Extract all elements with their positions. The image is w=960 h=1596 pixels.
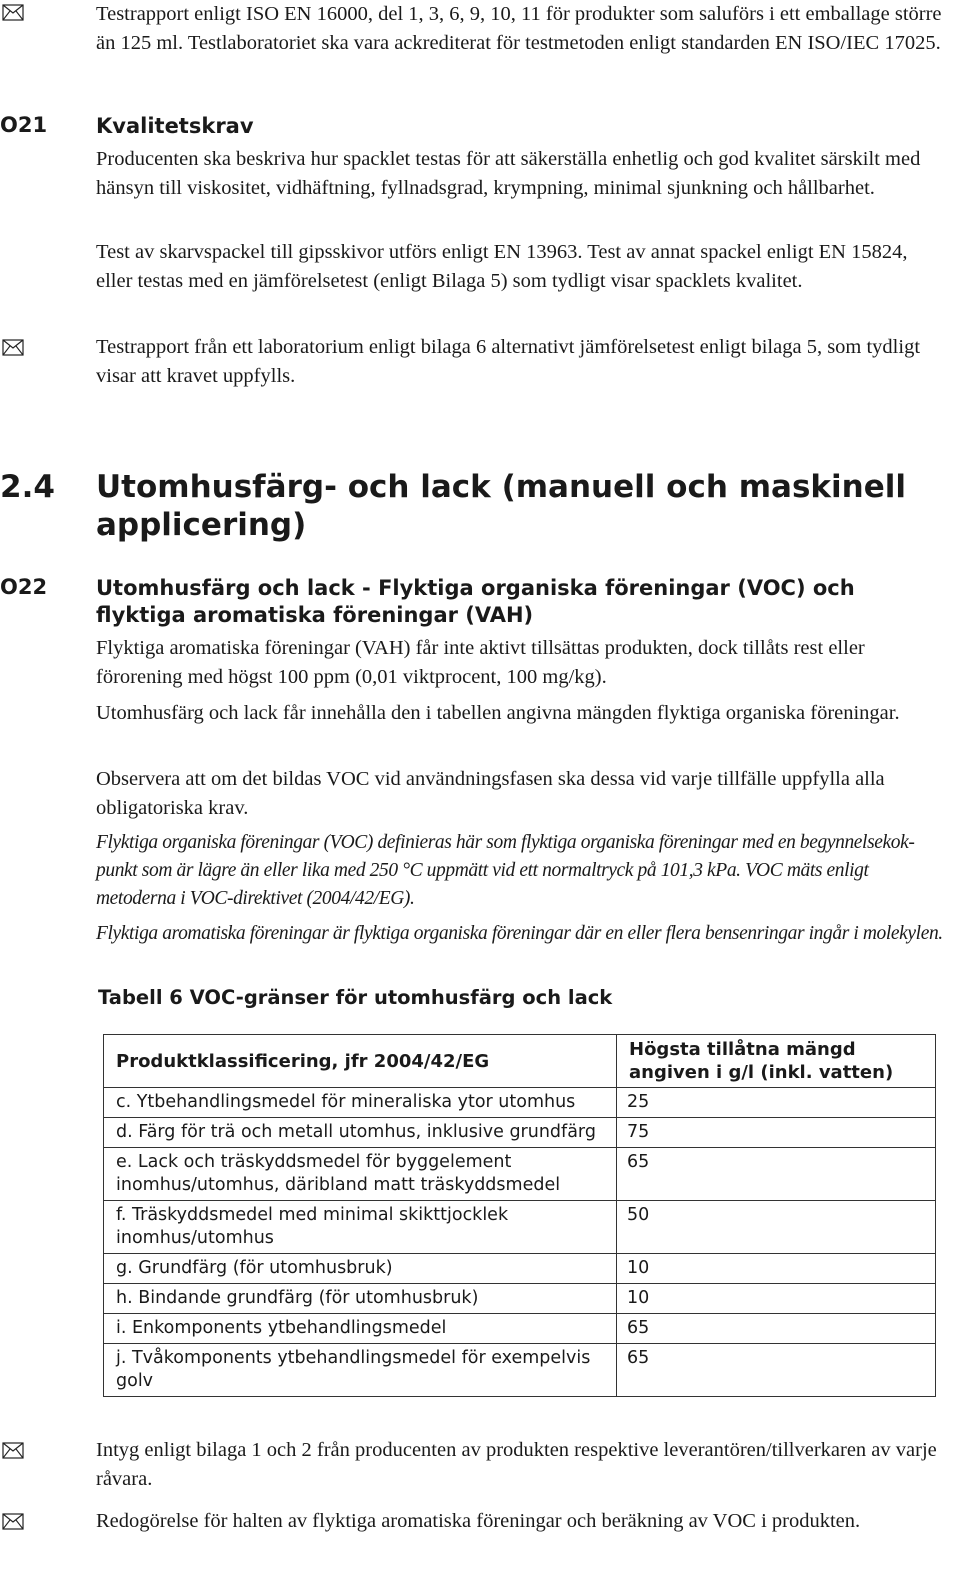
paragraph: Observera att om det bildas VOC vid användningsfasen ska dessa vid varje tillfälle uppfylla alla obligatoriska krav. bbox=[96, 768, 885, 819]
table-row bbox=[104, 1148, 936, 1201]
requirement-title: Utomhusfärg och lack - Flyktiga organiska föreningar (VOC) och flyktiga aromatiska föreningar (VAH) bbox=[96, 576, 855, 627]
table-header-row bbox=[104, 1035, 936, 1088]
table-cell: 50 bbox=[617, 1201, 936, 1254]
paragraph: Flyktiga aromatiska föreningar (VAH) får inte aktivt tillsättas produkten, dock tillåts rest eller förorening med högst 100 ppm (0,01 viktprocent, 100 mg/kg). bbox=[96, 637, 865, 688]
table-cell: 65 bbox=[617, 1344, 936, 1397]
table-cell: 10 bbox=[617, 1284, 936, 1314]
paragraph: Producenten ska beskriva hur spacklet testas för att säkerställa enhetlig och god kvalitet särskilt med hänsyn till viskositet, vidhäftning, fyllnadsgrad, krympning, minimal sjunkning och hållbarhet. bbox=[96, 148, 921, 199]
table-row bbox=[104, 1118, 936, 1148]
verification-text: Intyg enligt bilaga 1 och 2 från producenten av produkten respektive leverantören/tillverkaren av varje råvara. bbox=[96, 1439, 937, 1490]
table-row bbox=[104, 1201, 936, 1254]
table-cell: 10 bbox=[617, 1254, 936, 1284]
checkmark-envelope-icon bbox=[2, 1442, 24, 1460]
table-row bbox=[104, 1088, 936, 1118]
table-cell: 65 bbox=[617, 1314, 936, 1344]
section-number: 2.4 bbox=[0, 469, 55, 505]
verification-text: Testrapport från ett laboratorium enligt bilaga 6 alternativt jämförelsetest enligt bilaga 5, som tydligt visar att kravet uppfylls. bbox=[96, 336, 921, 387]
verification-text: Redogörelse för halten av flyktiga aromatiska föreningar och beräkning av VOC i produkten. bbox=[96, 1510, 861, 1532]
definition-note: Flyktiga aromatiska föreningar är flyktiga organiska föreningar där en eller flera bensenringar ingår i molekylen. bbox=[96, 923, 943, 944]
requirement-code: O22 bbox=[0, 575, 48, 599]
definition-note: Flyktiga organiska föreningar (VOC) definieras här som flyktiga organiska föreningar med en begynnelsekok-punkt som är lägre än eller lika med 250 °C uppmätt vid ett normaltryck på 101,3 kPa. VOC mäts enligt metoderna i VOC-direktivet (2004/42/EG). bbox=[96, 832, 915, 909]
table-cell: c. Ytbehandlingsmedel för mineraliska ytor utomhus bbox=[104, 1088, 617, 1118]
table-cell: h. Bindande grundfärg (för utomhusbruk) bbox=[104, 1284, 617, 1314]
table-row bbox=[104, 1344, 936, 1397]
table-cell: g. Grundfärg (för utomhusbruk) bbox=[104, 1254, 617, 1284]
table-cell: 25 bbox=[617, 1088, 936, 1118]
table-row bbox=[104, 1254, 936, 1284]
table-cell: f. Träskyddsmedel med minimal skikttjocklek inomhus/utomhus bbox=[104, 1201, 617, 1254]
table-header-cell: Produktklassificering, jfr 2004/42/EG bbox=[104, 1035, 617, 1088]
table-cell: e. Lack och träskyddsmedel för byggelement inomhus/utomhus, däribland matt träskyddsmedel bbox=[104, 1148, 617, 1201]
table-header-cell: Högsta tillåtna mängd angiven i g/l (inkl. vatten) bbox=[617, 1035, 936, 1088]
table-row bbox=[104, 1314, 936, 1344]
verification-text: Testrapport enligt ISO EN 16000, del 1, 3, 6, 9, 10, 11 för produkter som saluförs i ett emballage större än 125 ml. Testlaboratoriet ska vara ackrediterat för testmetoden enligt standarden EN ISO/IEC 17025. bbox=[96, 3, 942, 54]
section-title: Utomhusfärg- och lack (manuell och maskinell applicering) bbox=[96, 469, 906, 543]
table-cell: d. Färg för trä och metall utomhus, inklusive grundfärg bbox=[104, 1118, 617, 1148]
checkmark-envelope-icon bbox=[2, 4, 24, 22]
voc-limits-table bbox=[103, 1034, 936, 1397]
checkmark-envelope-icon bbox=[2, 339, 24, 357]
table-caption: Tabell 6 VOC-gränser för utomhusfärg och lack bbox=[98, 986, 613, 1009]
paragraph: Test av skarvspackel till gipsskivor utförs enligt EN 13963. Test av annat spackel enligt EN 15824, eller testas med en jämförelsetest (enligt Bilaga 5) som tydligt visar spacklets kvalitet. bbox=[96, 241, 908, 292]
table-cell: i. Enkomponents ytbehandlingsmedel bbox=[104, 1314, 617, 1344]
requirement-title: Kvalitetskrav bbox=[96, 114, 254, 138]
table-cell: 75 bbox=[617, 1118, 936, 1148]
table-row bbox=[104, 1284, 936, 1314]
table-cell: 65 bbox=[617, 1148, 936, 1201]
paragraph: Utomhusfärg och lack får innehålla den i tabellen angivna mängden flyktiga organiska föreningar. bbox=[96, 702, 900, 724]
requirement-code: O21 bbox=[0, 113, 48, 137]
table-cell: j. Tvåkomponents ytbehandlingsmedel för exempelvis golv bbox=[104, 1344, 617, 1397]
checkmark-envelope-icon bbox=[2, 1513, 24, 1531]
